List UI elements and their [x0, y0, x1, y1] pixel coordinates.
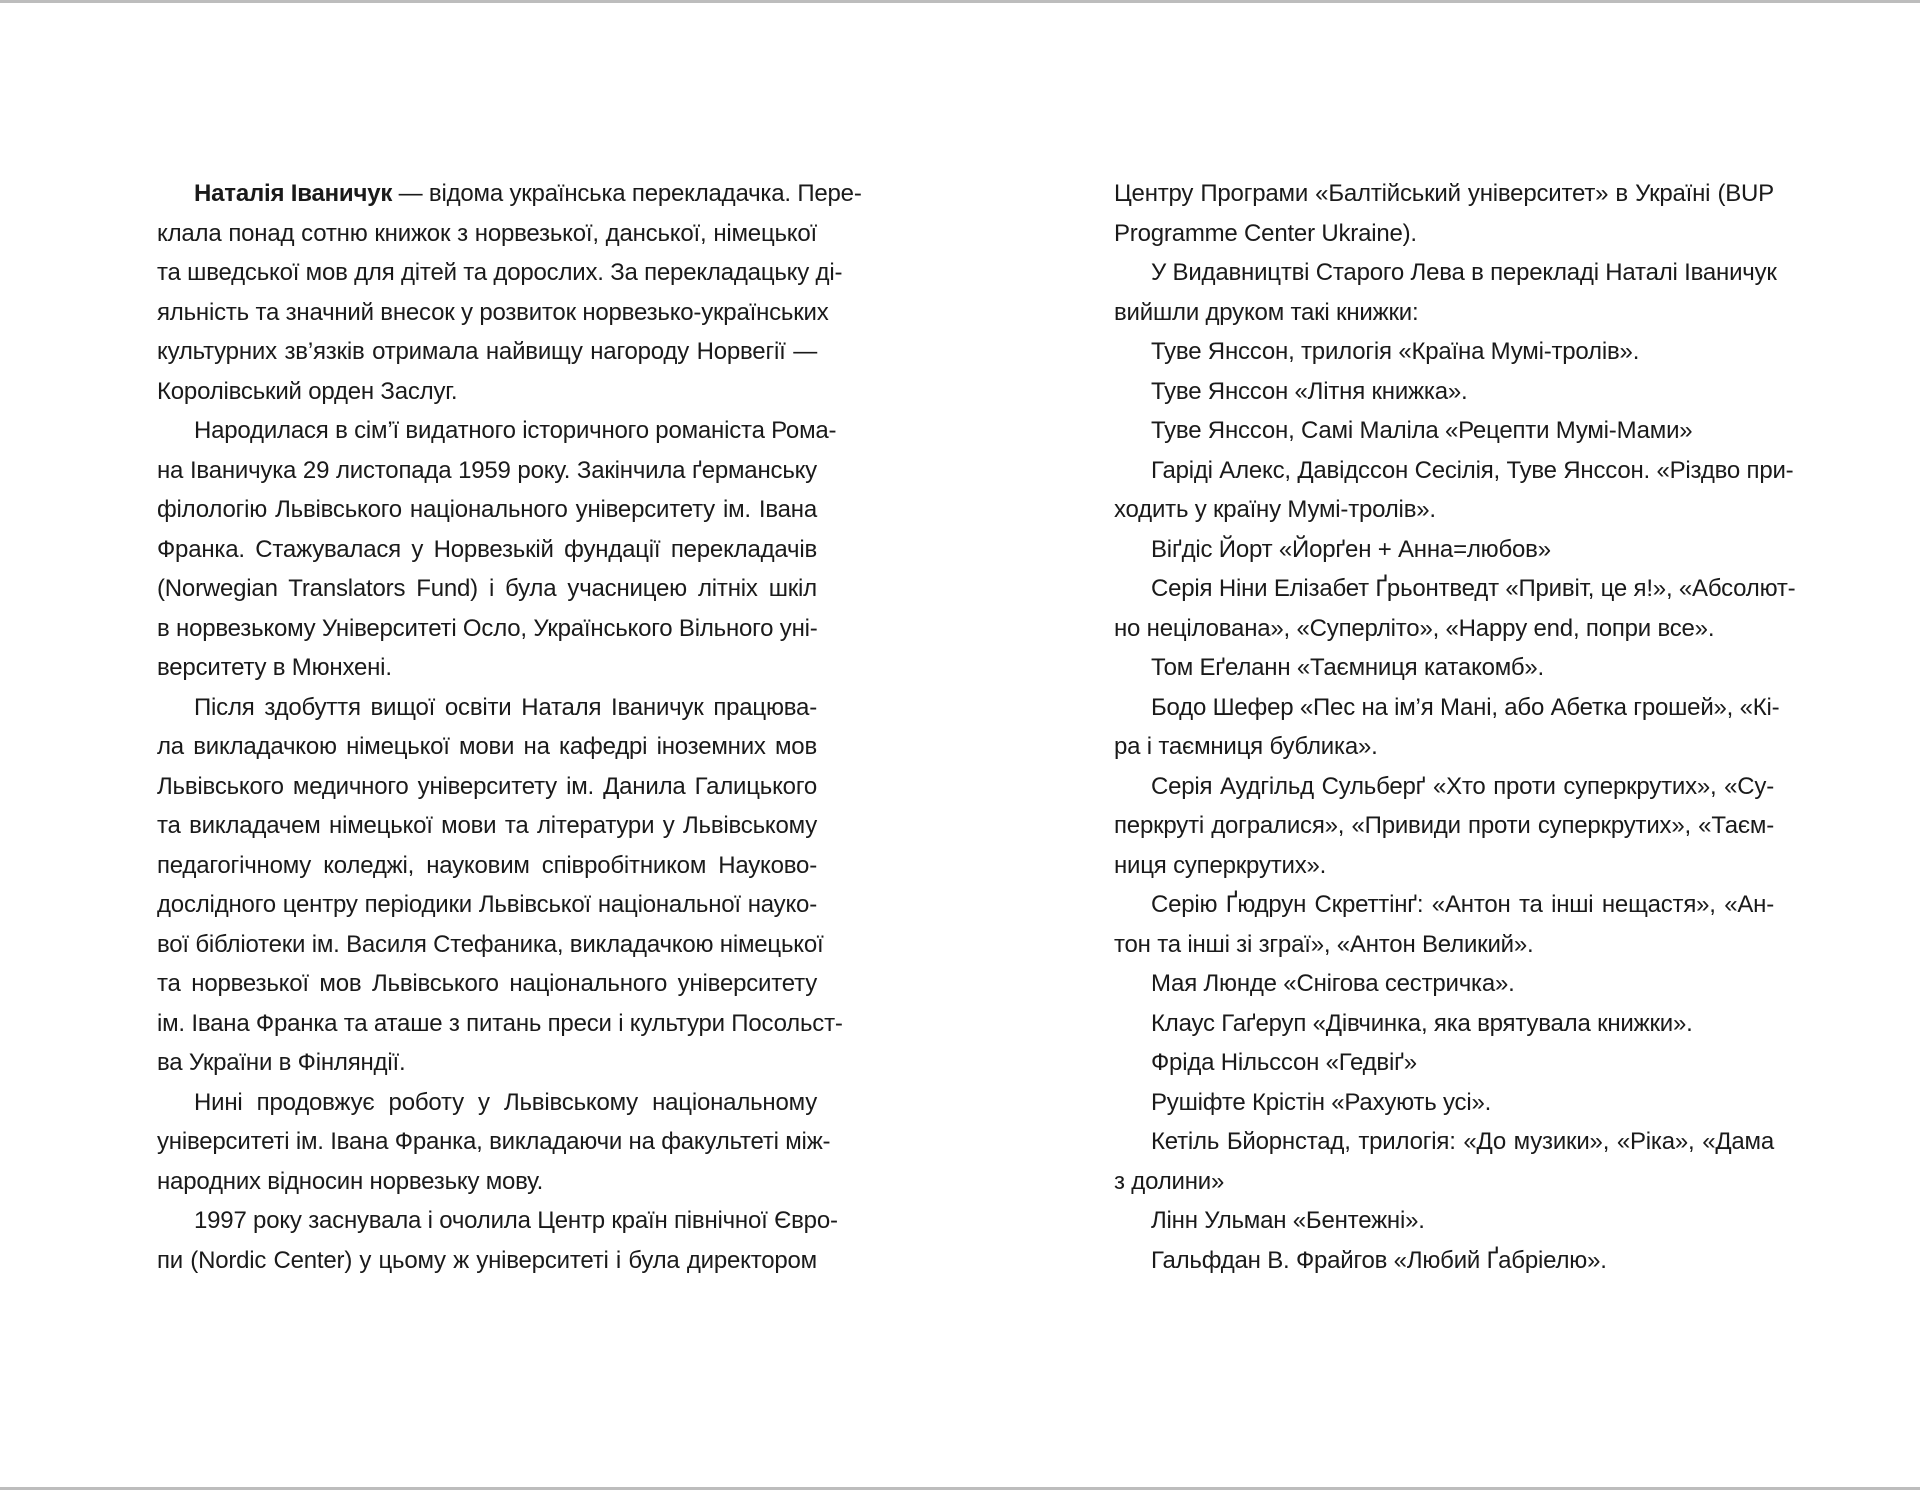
- book-list-item: Туве Янссон «Літня книжка».: [1151, 377, 1468, 405]
- text-line: вої бібліотеки ім. Василя Стефаника, викладачкою німецької: [157, 930, 824, 958]
- text-line: та викладачем німецької мови та літератури у Львівському: [157, 812, 817, 839]
- text-line: 1997 року заснувала і очолила Центр країн північної Євро-: [194, 1207, 838, 1234]
- book-list-item: Віґдіс Йорт «Йорґен + Анна=любов»: [1151, 535, 1551, 563]
- text-line: Франка. Стажувалася у Норвезькій фундації перекладачів: [157, 535, 817, 563]
- book-list-item-continued: тон та інші зі зграї», «Антон Великий».: [1114, 930, 1534, 958]
- text-line: Центру Програми «Балтійський університет» в Україні (BUP: [1114, 180, 1774, 207]
- text-line: в норвезькому Університеті Осло, Українського Вільного уні-: [157, 614, 818, 642]
- book-list-item: Гаріді Алекс, Давідссон Сесілія, Туве Янссон. «Різдво при-: [1151, 456, 1794, 484]
- text-line: Programme Center Ukraine).: [1114, 219, 1417, 247]
- text-line: ва України в Фінляндії.: [157, 1049, 406, 1076]
- book-list-item-continued: ходить у країну Мумі-тролів».: [1114, 496, 1436, 523]
- book-list-item: Кетіль Бйорнстад, трилогія: «До музики», «Ріка», «Дама: [1151, 1128, 1774, 1155]
- book-list-item: Серія Аудгільд Сульберґ «Хто проти суперкрутих», «Су-: [1151, 772, 1774, 800]
- text-line: яльність та значний внесок у розвиток норвезько-українських: [157, 298, 829, 326]
- author-name: Наталія Іваничук: [194, 180, 393, 207]
- text-line: дослідного центру періодики Львівської національної науко-: [157, 891, 817, 918]
- text-line: університеті ім. Івана Франка, викладаючи на факультеті між-: [157, 1128, 831, 1155]
- book-list-item: Мая Люнде «Снігова сестричка».: [1151, 970, 1515, 997]
- book-list-item-continued: з долини»: [1114, 1167, 1225, 1195]
- text-line: [157, 174, 862, 214]
- book-list-item: Фріда Нільссон «Гедвіґ»: [1151, 1049, 1417, 1076]
- book-list-item: Туве Янссон, трилогія «Країна Мумі-тролів».: [1151, 338, 1640, 365]
- right-page: [1114, 174, 1796, 1280]
- book-list-item-continued: перкруті догралися», «Привиди проти суперкрутих», «Таєм-: [1114, 812, 1774, 839]
- text-line: та шведської мов для дітей та дорослих. За перекладацьку ді-: [157, 259, 843, 286]
- book-list-item: Рушіфте Крістін «Рахують усі».: [1151, 1088, 1492, 1116]
- book-list-item-continued: ниця суперкрутих».: [1114, 851, 1327, 879]
- text-line: пи (Nordic Center) у цьому ж університеті і була директором: [157, 1246, 817, 1274]
- book-list-item: Лінн Ульман «Бентежні».: [1151, 1207, 1425, 1234]
- book-list-item: Гальфдан В. Фрайгов «Любий Ґабріелю».: [1151, 1246, 1607, 1274]
- text-line-rest: — відома українська перекладачка. Пере-: [392, 180, 862, 207]
- text-line: верситету в Мюнхені.: [157, 654, 392, 681]
- text-line: Львівського медичного університету ім. Данила Галицького: [157, 772, 817, 800]
- text-line: У Видавництві Старого Лева в перекладі Наталі Іваничук: [1151, 259, 1777, 286]
- text-line: народних відносин норвезьку мову.: [157, 1167, 544, 1195]
- text-line: Після здобуття вищої освіти Наталя Іваничук працюва-: [194, 693, 817, 721]
- book-list-item-continued: ра і таємниця бублика».: [1114, 733, 1378, 760]
- text-line: Народилася в сім’ї видатного історичного романіста Рома-: [194, 417, 837, 444]
- text-line: культурних зв’язків отримала найвищу нагороду Норвегії —: [157, 338, 817, 365]
- text-line: педагогічному коледжі, науковим співробітником Науково-: [157, 851, 817, 879]
- book-list-item: Серію Ґюдрун Скреттінґ: «Антон та інші нещастя», «Ан-: [1151, 891, 1774, 918]
- text-line: Нині продовжує роботу у Львівському національному: [194, 1088, 817, 1116]
- text-line: клала понад сотню книжок з норвезької, данської, німецької: [157, 219, 817, 247]
- text-line: на Іваничука 29 листопада 1959 року. Закінчила ґерманську: [157, 456, 817, 484]
- book-list-item: Туве Янссон, Самі Маліла «Рецепти Мумі-Мами»: [1151, 417, 1693, 444]
- text-line: Королівський орден Заслуг.: [157, 377, 458, 405]
- text-line: та норвезької мов Львівського національного університету: [157, 970, 817, 997]
- text-line: філологію Львівського національного університету ім. Івана: [157, 496, 817, 523]
- top-edge-divider: [0, 0, 1920, 3]
- book-list-item: Бодо Шефер «Пес на ім’я Мані, або Абетка грошей», «Кі-: [1151, 693, 1780, 721]
- book-list-item: Клаус Гаґеруп «Дівчинка, яка врятувала книжки».: [1151, 1009, 1693, 1037]
- text-line: ла викладачкою німецької мови на кафедрі іноземних мов: [157, 733, 817, 760]
- left-page: [157, 174, 862, 1280]
- text-line: (Norwegian Translators Fund) і була учасницею літніх шкіл: [157, 575, 817, 602]
- book-list-item: Серія Ніни Елізабет Ґрьонтведт «Привіт, це я!», «Абсолют-: [1151, 575, 1796, 602]
- book-list-item-continued: но нецілована», «Суперліто», «Happy end, попри все».: [1114, 614, 1715, 642]
- text-line: ім. Івана Франка та аташе з питань преси і культури Посольст-: [157, 1009, 843, 1037]
- book-list-item: Том Еґеланн «Таємниця катакомб».: [1151, 654, 1544, 681]
- text-line: вийшли друком такі книжки:: [1114, 298, 1419, 326]
